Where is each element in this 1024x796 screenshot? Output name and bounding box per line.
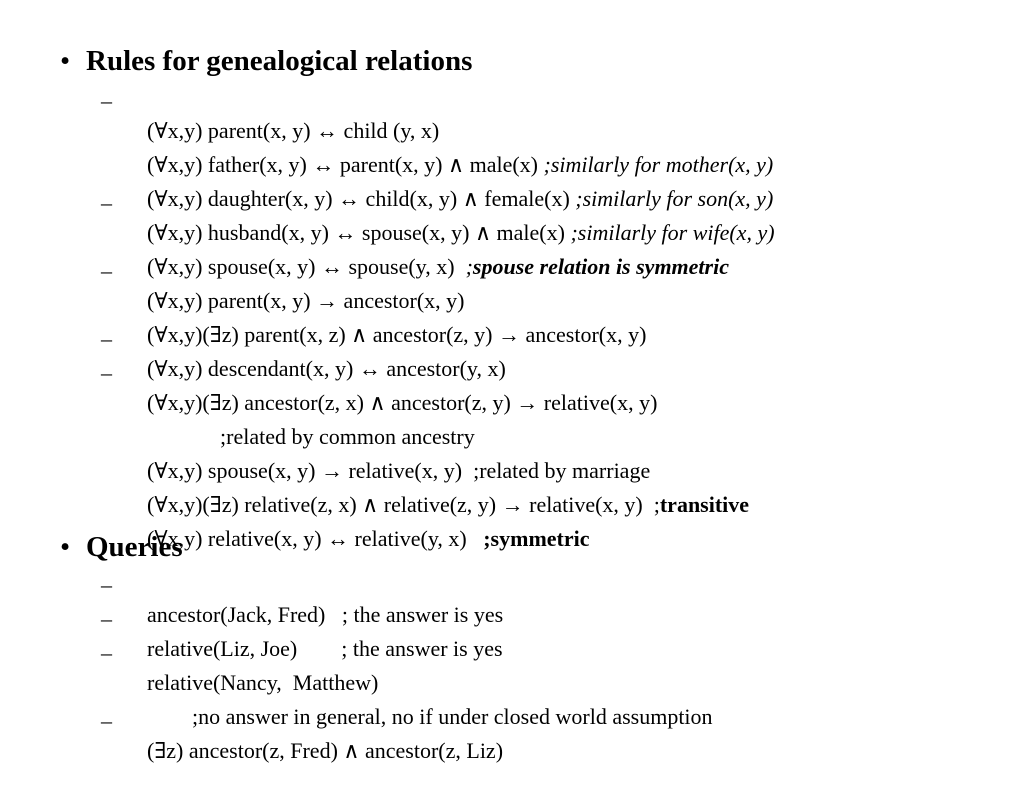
dash-icon: – bbox=[101, 258, 112, 283]
bullet-icon: • bbox=[60, 45, 71, 77]
rule-comment: ;symmetric bbox=[483, 526, 590, 551]
rule-text: (∀x,y) spouse(x, y) ↔ spouse(y, x) bbox=[147, 254, 466, 279]
rule-text: (∀x,y) husband(x, y) ↔ spouse(x, y) ∧ male(x) bbox=[147, 220, 571, 245]
bullet-icon: • bbox=[60, 531, 71, 563]
dash-icon: – bbox=[101, 190, 112, 215]
query-text: relative(Liz, Joe) ; the answer is yes bbox=[147, 636, 503, 661]
rule-comment: ;similarly for mother(x, y) bbox=[543, 152, 774, 177]
dash-icon: – bbox=[101, 708, 112, 733]
dash-icon: – bbox=[101, 360, 112, 385]
rule-text: (∀x,y) relative(x, y) ↔ relative(y, x) bbox=[147, 526, 484, 551]
rule-text: (∀x,y)(∃z) relative(z, x) ∧ relative(z, y) → relative(x, y) ; bbox=[147, 492, 660, 517]
rule-comment: spouse relation is symmetric bbox=[472, 254, 729, 279]
rule-comment: ;similarly for wife(x, y) bbox=[570, 220, 775, 245]
dash-icon: – bbox=[101, 606, 112, 631]
rule-text: (∀x,y) descendant(x, y) ↔ ancestor(y, x) bbox=[147, 356, 506, 381]
rule-text: (∀x,y) daughter(x, y) ↔ child(x, y) ∧ female(x) bbox=[147, 186, 576, 211]
rule-text: (∀x,y) parent(x, y) ↔ child (y, x) bbox=[147, 118, 440, 143]
query-text: ancestor(Jack, Fred) ; the answer is yes bbox=[147, 602, 504, 627]
rule-text: (∀x,y)(∃z) ancestor(z, x) ∧ ancestor(z, y) → relative(x, y) bbox=[147, 390, 658, 415]
query-text: ;no answer in general, no if under closed world assumption bbox=[192, 704, 713, 729]
rule-text: (∀x,y) father(x, y) ↔ parent(x, y) ∧ male(x) bbox=[147, 152, 544, 177]
rule-text: (∀x,y) parent(x, y) → ancestor(x, y) bbox=[147, 288, 465, 313]
dash-icon: – bbox=[101, 88, 112, 113]
rule-text: (∀x,y) spouse(x, y) → relative(x, y) ;related by marriage bbox=[147, 458, 651, 483]
section-heading-queries bbox=[60, 530, 183, 564]
rule-text: (∀x,y)(∃z) parent(x, z) ∧ ancestor(z, y) → ancestor(x, y) bbox=[147, 322, 647, 347]
query-line bbox=[125, 706, 503, 796]
rule-text: ;related by common ancestry bbox=[220, 424, 475, 449]
dash-icon: – bbox=[101, 640, 112, 665]
rule-comment-prefix: ; bbox=[465, 254, 473, 279]
query-text: relative(Nancy, Matthew) bbox=[147, 670, 379, 695]
heading-text: Queries bbox=[86, 531, 183, 563]
query-text: (∃z) ancestor(z, Fred) ∧ ancestor(z, Liz) bbox=[147, 738, 504, 763]
section-heading-rules bbox=[60, 44, 472, 78]
rule-comment: transitive bbox=[659, 492, 750, 517]
dash-icon: – bbox=[101, 326, 112, 351]
heading-text: Rules for genealogical relations bbox=[86, 45, 473, 77]
dash-icon: – bbox=[101, 572, 112, 597]
rule-comment: ;similarly for son(x, y) bbox=[575, 186, 774, 211]
